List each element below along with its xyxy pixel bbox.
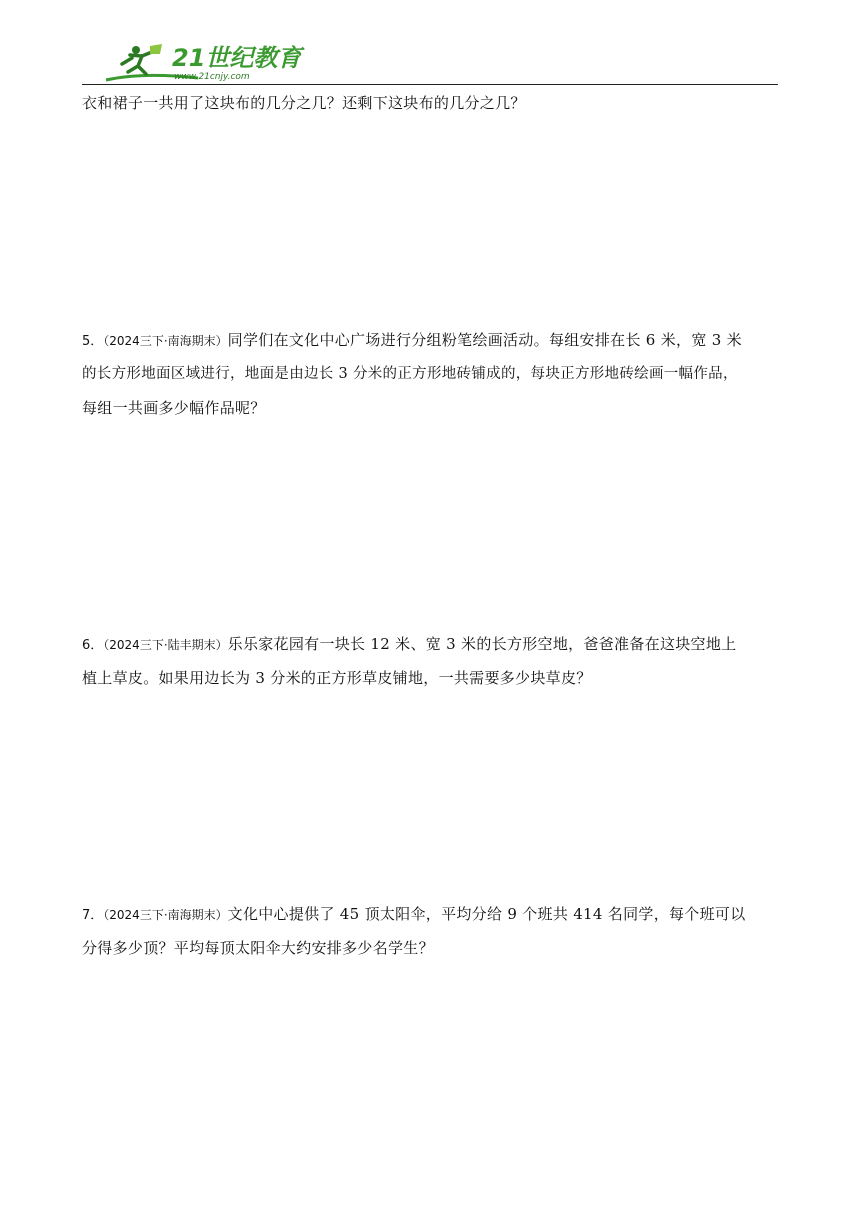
- q6-number: 6．: [82, 638, 104, 653]
- q7-text-1: 文化中心提供了 45 顶太阳伞，平均分给 9 个班共 414 名同学，每个班可以: [227, 905, 746, 923]
- q7-source: （2024三下·南海期末）: [103, 908, 228, 922]
- q6-text-1: 乐乐家花园有一块长 12 米、宽 3 米的长方形空地，爸爸准备在这块空地上: [227, 635, 737, 653]
- flag-icon: [150, 44, 162, 54]
- q6-line-2: 植上草皮。如果用边长为 3 分米的正方形草皮铺地，一共需要多少块草皮？: [82, 669, 592, 687]
- site-logo: [102, 42, 302, 86]
- q5-source: （2024三下·南海期末）: [103, 334, 228, 348]
- q6-line-1: [82, 634, 782, 656]
- q7-line-2: 分得多少顶？平均每顶太阳伞大约安排多少名学生？: [82, 939, 434, 957]
- q5-line-3: 每组一共画多少幅作品呢？: [82, 399, 266, 417]
- header-rule: [82, 84, 778, 85]
- q5-number: 5．: [82, 334, 104, 349]
- runner-body-icon: [122, 52, 152, 74]
- q6-source: （2024三下·陆丰期末）: [103, 638, 228, 652]
- q5-line-2: 的长方形地面区域进行，地面是由边长 3 分米的正方形地砖铺成的，每块正方形地砖绘画一幅作品，: [82, 366, 738, 382]
- intro-line-1: 衣和裙子一共用了这块布的几分之几？还剩下这块布的几分之几？: [82, 94, 526, 112]
- logo-graphic: [102, 42, 302, 86]
- runner-head-icon: [132, 46, 140, 54]
- q5-line-1: [82, 330, 782, 352]
- q7-line-1: [82, 904, 782, 926]
- q7-number: 7．: [82, 908, 104, 923]
- logo-brand-text: 21世纪教育: [172, 44, 302, 72]
- logo-site-text: www.21cnjy.com: [174, 72, 250, 82]
- q5-text-1: 同学们在文化中心广场进行分组粉笔绘画活动。每组安排在长 6 米，宽 3 米: [227, 331, 742, 349]
- page-header: [82, 40, 778, 86]
